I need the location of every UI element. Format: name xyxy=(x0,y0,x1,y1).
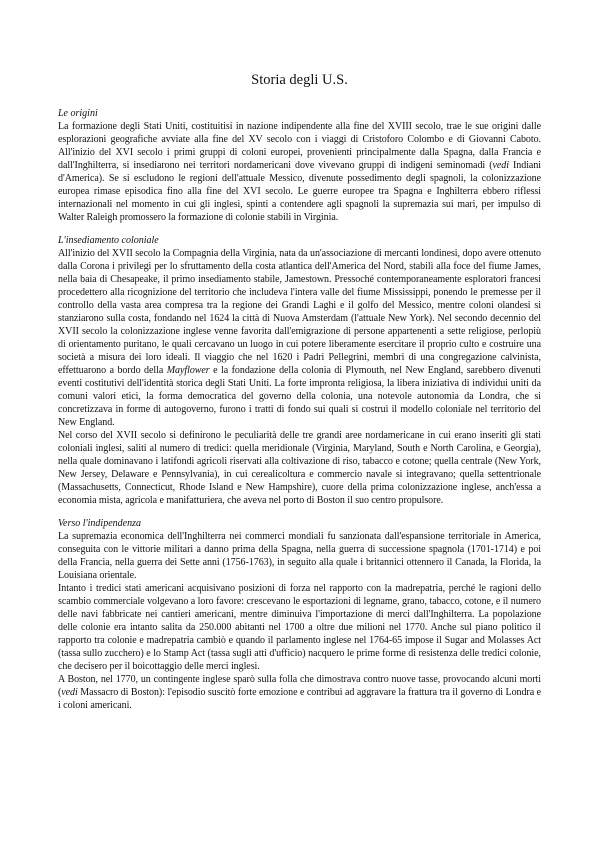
section-heading: Le origini xyxy=(58,108,98,119)
text-run: e la fondazione della colonia di Plymouth, nel New England, sarebbero divenuti eventi costitutivi dell'identità storica degli Stati Uniti. La forte impronta religiosa, la libera iniziativa di individui uniti da comuni valori etici, la forma democratica del governo della colonia, una notevole autonomia da Londra, che si concretizzava in forme di autogoverno, furono i tratti di fondo sui quali si costruì il modello coloniale nel territorio del New England. xyxy=(58,365,541,428)
text-run: Massacro di Boston): l'episodio suscitò forte emozione e contribuì ad aggravare la frattura tra il governo di Londra e i coloni americani. xyxy=(58,687,541,711)
paragraph xyxy=(58,530,541,582)
text-run: Indiani d'America). Se si escludono le regioni dell'attuale Messico, divenute possedimento degli spagnoli, la colonizzazione europea rimase episodica fino alla fine del XVI secolo. Le guerre europee tra Spagna e Inghilterra ebbero riflessi internazionali nel momento in cui gli inglesi, spinti a contendere agli spagnoli la supremazia sui mari, per impulso di Walter Raleigh promossero la formazione di colonie stabili in Virginia. xyxy=(58,160,542,223)
section xyxy=(58,234,541,507)
italic-text: vedi xyxy=(61,687,78,698)
document-title: Storia degli U.S. xyxy=(251,72,348,88)
paragraph xyxy=(58,247,541,429)
text-run: Nel corso del XVII secolo si definirono le peculiarità delle tre grandi aree nordamericane in cui erano inseriti gli stati coloniali inglesi, saliti al numero di tredici: quella meridionale (Virginia, Maryland, South e North Carolina, e Georgia), nella quale dominavano i latifondi agricoli riservati alla coltivazione di riso, tabacco e cotone; quella centrale (New York, New Jersey, Delaware e Pennsylvania), in cui cerealicoltura e commercio navale si integravano; quella settentrionale (Massachusetts, Connecticut, Rhode Island e New Hampshire), cuore della prima colonizzazione inglese, anch'essa a economia mista, agricola e manifatturiera, che aveva nel porto di Boston il suo centro propulsore. xyxy=(58,430,541,506)
section-heading: Verso l'indipendenza xyxy=(58,518,141,529)
section xyxy=(58,517,541,712)
paragraph xyxy=(58,673,541,712)
text-run: Intanto i tredici stati americani acquisivano posizioni di forza nel rapporto con la madrepatria, perché le ragioni dello scambio commerciale volgevano a loro favore: crescevano le esportazioni di legname, grano, tabacco, cotone, e il numero delle navi fabbricate nei cantieri americani, mentre diminuiva l'importazione di merci dall'Inghilterra. La popolazione delle colonie era intanto salita da 250.000 abitanti nel 1700 a oltre due milioni nel 1770. Anche sul piano politico il rapporto tra colonie e madrepatria cambiò e quando il parlamento inglese nel 1764-65 impose il Sugar and Molasses Act (tassa sullo zucchero) e lo Stamp Act (tassa sugli atti d'ufficio) nacquero le prime forme di resistenza delle tredici colonie, che decisero per il boicottaggio delle merci inglesi. xyxy=(58,583,541,672)
text-run: A Boston, nel 1770, un contingente inglese sparò sulla folla che dimostrava contro nuove tasse, provocando alcuni morti ( xyxy=(58,674,541,698)
section xyxy=(58,107,541,224)
text-run: La supremazia economica dell'Inghilterra nei commerci mondiali fu sanzionata dall'espansione territoriale in America, conseguita con le vittorie militari a danno prima della Spagna, nella guerra di successione spagnola (1701-1714) e poi della Francia, nella guerra dei Sette anni (1756-1763), in seguito alla quale i britannici ottennero il Canada, la Florida, la Louisiana orientale. xyxy=(58,531,541,581)
paragraph xyxy=(58,429,541,507)
text-run: La formazione degli Stati Uniti, costituitisi in nazione indipendente alla fine del XVIII secolo, trae le sue origini dalle esplorazioni geografiche avviate alla fine del XV secolo con i viaggi di Cristoforo Colombo e di Giovanni Caboto. All'inizio del XVI secolo i primi gruppi di coloni europei, provenienti principalmente dalla Spagna, dalla Francia e dall'Inghilterra, si insediarono nei territori nordamericani dove vivevano gruppi di indigeni seminomadi ( xyxy=(58,121,541,171)
paragraph xyxy=(58,120,541,224)
text-run: All'inizio del XVII secolo la Compagnia della Virginia, nata da un'associazione di mercanti londinesi, dopo avere ottenuto dalla Corona i privilegi per lo sfruttamento della costa atlantica dell'America del Nord, stabilì alla foce del fiume James, nella baia di Chesapeake, il primo insediamento stabile, Jamestown. Pressoché contemporaneamente esploratori francesi procedettero alla ricognizione del territorio che includeva l'intera valle del fiume Mississippi, ponendo le premesse per il controllo della vasta area compresa tra la regione dei Grandi Laghi e il golfo del Messico, mentre coloni olandesi si stanziarono sulla costa, fondando nel 1624 la città di Nuova Amsterdam (l'attuale New York). Nel secondo decennio del XVII secolo la colonizzazione inglese venne favorita dall'emigrazione di persone appartenenti a sette religiose, perlopiù di orientamento puritano, le quali cercavano un luogo in cui potere liberamente esercitare il proprio culto e costruire una società a misura dei loro ideali. Il viaggio che nel 1620 i Padri Pellegrini, membri di una congregazione calvinista, effettuarono a bordo della xyxy=(58,248,541,376)
document-body xyxy=(58,107,541,712)
italic-text: Mayflower xyxy=(166,365,210,376)
section-heading: L'insediamento coloniale xyxy=(58,235,159,246)
italic-text: vedi xyxy=(492,160,509,171)
paragraph xyxy=(58,582,541,673)
